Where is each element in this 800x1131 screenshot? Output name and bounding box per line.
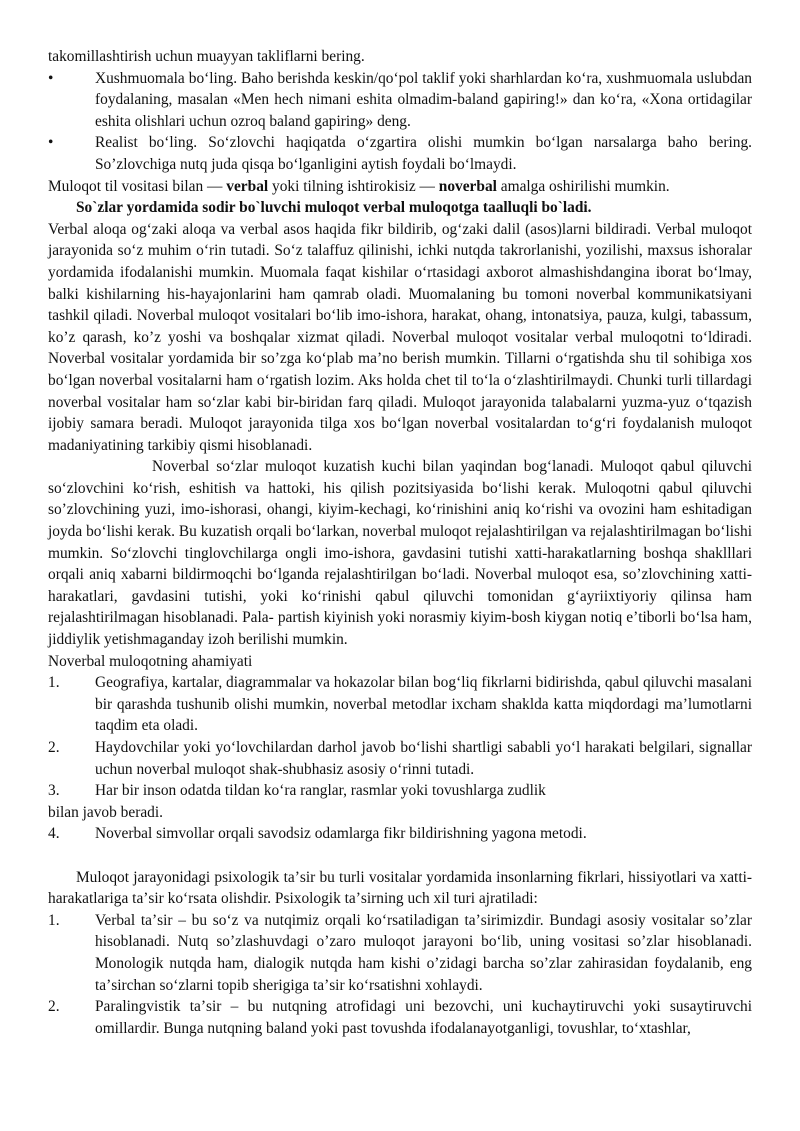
bullet-text: Realist boʻling. Soʻzlovchi haqiqatda oʻzgartira olishi mumkin boʻlgan narsalarga baho bering. Soʼzlovchiga nutq juda qisqa boʻlganligini aytish foydali boʻlmaydi.	[95, 134, 752, 173]
item-text: Haydovchilar yoki yoʻlovchilardan darhol javob boʻlishi shartligi sababli yoʻl harakati belgilari, signallar uchun noverbal muloqot shak-shubhasiz asosiy oʻrinni tutadi.	[95, 739, 752, 778]
item-text: Har bir inson odatda tildan koʻra ranglar, rasmlar yoki tovushlarga zudlik	[95, 782, 546, 800]
bullet-marker: •	[48, 134, 54, 152]
numbered-item	[48, 737, 752, 780]
bullet-item	[48, 132, 752, 175]
numbered-item	[48, 910, 752, 996]
bullet-marker: •	[48, 69, 54, 87]
bullet-item	[48, 68, 752, 133]
item-number: 4.	[48, 825, 60, 843]
numbered-item	[48, 996, 752, 1039]
noverbal-term: noverbal	[438, 177, 497, 195]
item-number: 3.	[48, 782, 60, 800]
item-continuation: bilan javob beradi.	[48, 803, 163, 821]
numbered-item	[48, 780, 752, 802]
subheading-importance: Noverbal muloqotning ahamiyati	[48, 652, 253, 670]
intro-text-a: Muloqot til vositasi bilan —	[48, 177, 227, 195]
item-number: 2.	[48, 998, 60, 1016]
item-text: Paralingvistik taʼsir – bu nutqning atrofidagi uni bezovchi, uni kuchaytiruvchi yoki susaytiruvchi omillardir. Bunga nutqning baland yoki past tovushda ifodalanayotganligi, tovushlar, toʻxtashlar,	[95, 998, 752, 1037]
paragraph-verbal: Verbal aloqa ogʻzaki aloqa va verbal asos haqida fikr bildirib, ogʻzaki dalil (asos)larni bildiradi. Verbal muloqot jarayonida soʻz muhim oʻrin tutadi. Soʻz talaffuz qilinishi, ichki nutqda takrorlanishi, yozilishi, maxsus ishoralar yordamida ifodalanishi mumkin. Muomala faqat kishilar oʻrtasidagi axborot almashishdangina iborat boʻlmay, balki kishilarning his-hayajonlarini ham qamrab oladi. Muomalaning bu tomoni noverbal kommunikatsiyani tashkil qiladi. Noverbal muloqot vositalari boʻlib imo-ishora, harakat, ohang, intonatsiya, pauza, kulgi, tabassum, koʼz qarash, koʼz yoshi va boshqalar xizmat qiladi. Noverbal muloqot vositalar verbal muloqotni toʻldiradi. Noverbal vositalar yordamida bir soʼzga koʻplab maʼno berish mumkin. Tillarni oʻrgatishda shu til sohibiga xos boʻlgan noverbal vositalarni ham oʻrgatish lozim. Aks holda chet til toʻla oʻzlashtirilmaydi. Chunki turli tillardagi noverbal vositalar ham soʻzlar kabi bir-biridan farq qiladi. Muloqot jarayonida talabalarni yuzma-yuz oʻtqazish ijobiy samara beradi. Muloqot jarayonida tilga xos boʻlgan noverbal vositalardan toʻgʻri foydalanish muloqot madaniyatining tarkibiy qismi hisoblanadi.	[48, 220, 752, 454]
bullet-text: Xushmuomala boʻling. Baho berishda keskin/qoʻpol taklif yoki sharhlardan koʻra, xushmuomala uslubdan foydalaning, masalan «Men hech nimani eshita olmadim-baland gapiring!» dan koʻra, «Xona ortidagilar eshita olishlari uchun ozroq baland gapiring» deng.	[95, 69, 752, 130]
document-page	[48, 46, 752, 1039]
intro-paragraph	[48, 176, 752, 198]
blank-line	[48, 845, 752, 867]
item-text: Geografiya, kartalar, diagrammalar va hokazolar bilan bogʻliq fikrlarni bidirishda, qabul qiluvchi masalani bir qarashda tushunib olishi mumkin, noverbal metodlar ixcham shaklda katta miqdordagi maʼlumotlarni taqdim eta oladi.	[95, 674, 752, 735]
section-heading: So`zlar yordamida sodir bo`luvchi muloqot verbal muloqotga taalluqli bo`ladi.	[76, 199, 592, 217]
item-number: 1.	[48, 674, 60, 692]
paragraph-noverbal: Noverbal soʻzlar muloqot kuzatish kuchi bilan yaqindan bogʻlanadi. Muloqot qabul qiluvchi soʻzlovchini koʻrish, eshitish va hattoki, his qilish pozitsiyasida boʻlishi kerak. Muloqotni qabul qiluvchi soʼzlovchining yuzi, imo-ishorasi, ohangi, kiyim-kechagi, koʻrinishini aniq koʻrishi va ovozini ham eshitadigan joyda boʻlishi kerak. Bu kuzatish orqali boʻlarkan, noverbal muloqot rejalashtirilgan va rejalashtirilmagan boʻlishi mumkin. Soʻzlovchi tinglovchilarga ongli imo-ishora, gavdasini tutishi xatti-harakatlarning boshqa shaklllari orqali aniq xabarni bildirmoqchi boʻlganda rejalashtirilgan boʻladi. Noverbal muloqot esa, soʼzlovchining xatti-harakatlari, gavdasini tutishi, yoki koʻrinishi qabul qiluvchi tomonidan gʻayriixtiyoriy qilinsa ham rejalashtirilmagan hisoblanadi. Pala- partish kiyinish yoki norasmiy kiyim-bosh kiygan notiq eʼtiborli boʻlsa ham, jiddiylik yetishmaganday izoh berilishi mumkin.	[48, 458, 752, 649]
verbal-term: verbal	[226, 177, 269, 195]
paragraph-continuation: takomillashtirish uchun muayyan takliflarni bering.	[48, 48, 365, 65]
paragraph-psychological: Muloqot jarayonidagi psixologik taʼsir bu turli vositalar yordamida insonlarning fikrlari, hissiyotlari va xatti-harakatlariga taʼsir koʻrsata olishdir. Psixologik taʼsirning uch xil turi ajratiladi:	[48, 868, 752, 908]
item-number: 1.	[48, 911, 60, 929]
item-text: Verbal taʼsir – bu soʻz va nutqimiz orqali koʻrsatiladigan taʼsirimizdir. Bundagi asosiy vositalar soʼzlar hisoblanadi. Nutq soʼzlashuvdagi oʼzaro muloqot jarayoni boʻlib, uning vositasi soʼzlar hisoblanadi. Monologik nutqda ham, dialogik nutqda ham kishi oʼzidagi barcha soʼzlar zahirasidan foydalanib, eng taʼsirchan soʻzlarni topib sherigiga taʼsir koʻrsatishni xohlaydi.	[95, 911, 752, 994]
numbered-item	[48, 672, 752, 737]
item-text: Noverbal simvollar orqali savodsiz odamlarga fikr bildirishning yagona metodi.	[95, 825, 587, 843]
item-number: 2.	[48, 739, 60, 756]
intro-text-c: yoki tilning ishtirokisiz —	[268, 177, 439, 195]
intro-text-e: amalga oshirilishi mumkin.	[496, 177, 670, 195]
numbered-item	[48, 823, 752, 845]
